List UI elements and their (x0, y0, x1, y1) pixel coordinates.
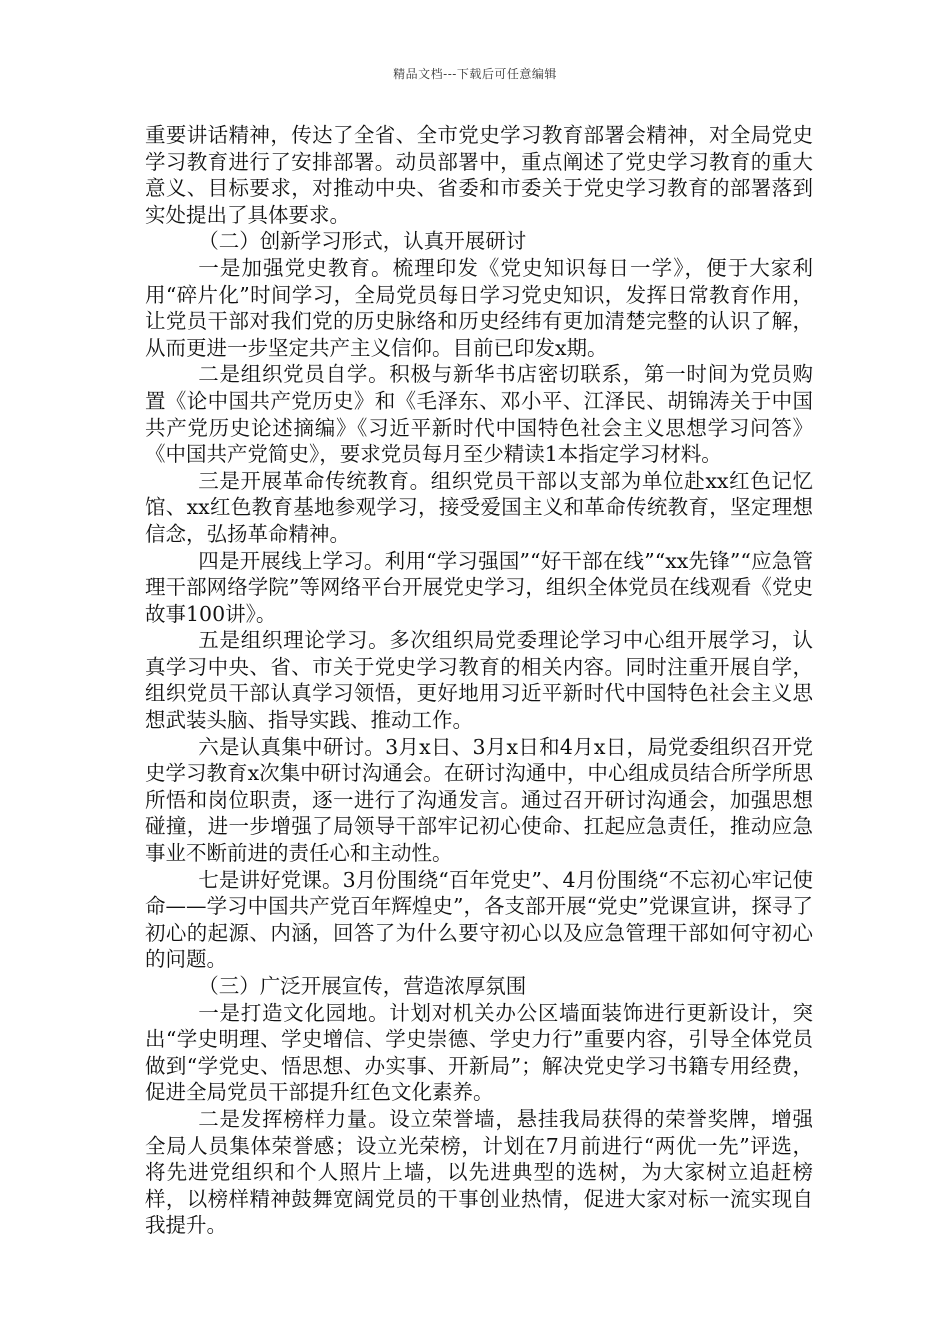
page-header: 精品文档---下载后可任意编辑 (393, 67, 557, 81)
paragraph: 四是开展线上学习。利用“学习强国”“好干部在线”“xx先锋”“应急管理干部网络学院”等网络平台开展党史学习，组织全体党员在线观看《党史故事100讲》。 (145, 548, 813, 626)
document-body (145, 122, 813, 1239)
section-heading: （三）广泛开展宣传，营造浓厚氛围 (198, 974, 527, 998)
paragraph: 六是认真集中研讨。3月x日、3月x日和4月x日，局党委组织召开党史学习教育x次集中研讨沟通会。在研讨沟通中，中心组成员结合所学所思所悟和岗位职责，逐一进行了沟通发言。通过召开研讨沟通会，加强思想碰撞，进一步增强了局领导干部牢记初心使命、扛起应急责任，推动应急事业不断前进的责任心和主动性。 (145, 734, 813, 866)
paragraph: 重要讲话精神，传达了全省、全市党史学习教育部署会精神，对全局党史学习教育进行了安排部署。动员部署中，重点阐述了党史学习教育的重大意义、目标要求，对推动中央、省委和市委关于党史学习教育的部署落到实处提出了具体要求。 (145, 123, 813, 227)
paragraph: 二是组织党员自学。积极与新华书店密切联系，第一时间为党员购置《论中国共产党历史》和《毛泽东、邓小平、江泽民、胡锦涛关于中国共产党历史论述摘编》《习近平新时代中国特色社会主义思想学习问答》《中国共产党简史》，要求党员每月至少精读1本指定学习材料。 (145, 362, 813, 467)
paragraph: 七是讲好党课。3月份围绕“百年党史”、4月份围绕“不忘初心牢记使命——学习中国共产党百年辉煌史”，各支部开展“党史”党课宣讲，探寻了初心的起源、内涵，回答了为什么要守初心以及应急管理干部如何守初心的问题。 (145, 867, 813, 972)
paragraph: 二是发挥榜样力量。设立荣誉墙，悬挂我局获得的荣誉奖牌，增强全局人员集体荣誉感；设立光荣榜，计划在7月前进行“两优一先”评选，将先进党组织和个人照片上墙，以先进典型的选树，为大家树立追赶榜样，以榜样精神鼓舞宽阔党员的干事创业热情，促进大家对标一流实现自我提升。 (145, 1106, 813, 1238)
paragraph: 五是组织理论学习。多次组织局党委理论学习中心组开展学习，认真学习中央、省、市关于党史学习教育的相关内容。同时注重开展自学，组织党员干部认真学习领悟，更好地用习近平新时代中国特色社会主义思想武装头脑、指导实践、推动工作。 (145, 628, 813, 733)
paragraph: 一是加强党史教育。梳理印发《党史知识每日一学》，便于大家利用“碎片化”时间学习，全局党员每日学习党史知识，发挥日常教育作用，让党员干部对我们党的历史脉络和历史经纬有更加清楚完整的认识了解，从而更进一步坚定共产主义信仰。目前已印发x期。 (145, 255, 813, 360)
paragraph: 三是开展革命传统教育。组织党员干部以支部为单位赴xx红色记忆馆、xx红色教育基地参观学习，接受爱国主义和革命传统教育，坚定理想信念，弘扬革命精神。 (145, 468, 813, 546)
section-heading: （二）创新学习形式，认真开展研讨 (198, 229, 527, 254)
paragraph: 一是打造文化园地。计划对机关办公区墙面装饰进行更新设计，突出“学史明理、学史增信、学史崇德、学史力行”重要内容，引导全体党员做到“学党史、悟思想、办实事、开新局”；解决党史学习书籍专用经费，促进全局党员干部提升红色文化素养。 (145, 1000, 813, 1105)
